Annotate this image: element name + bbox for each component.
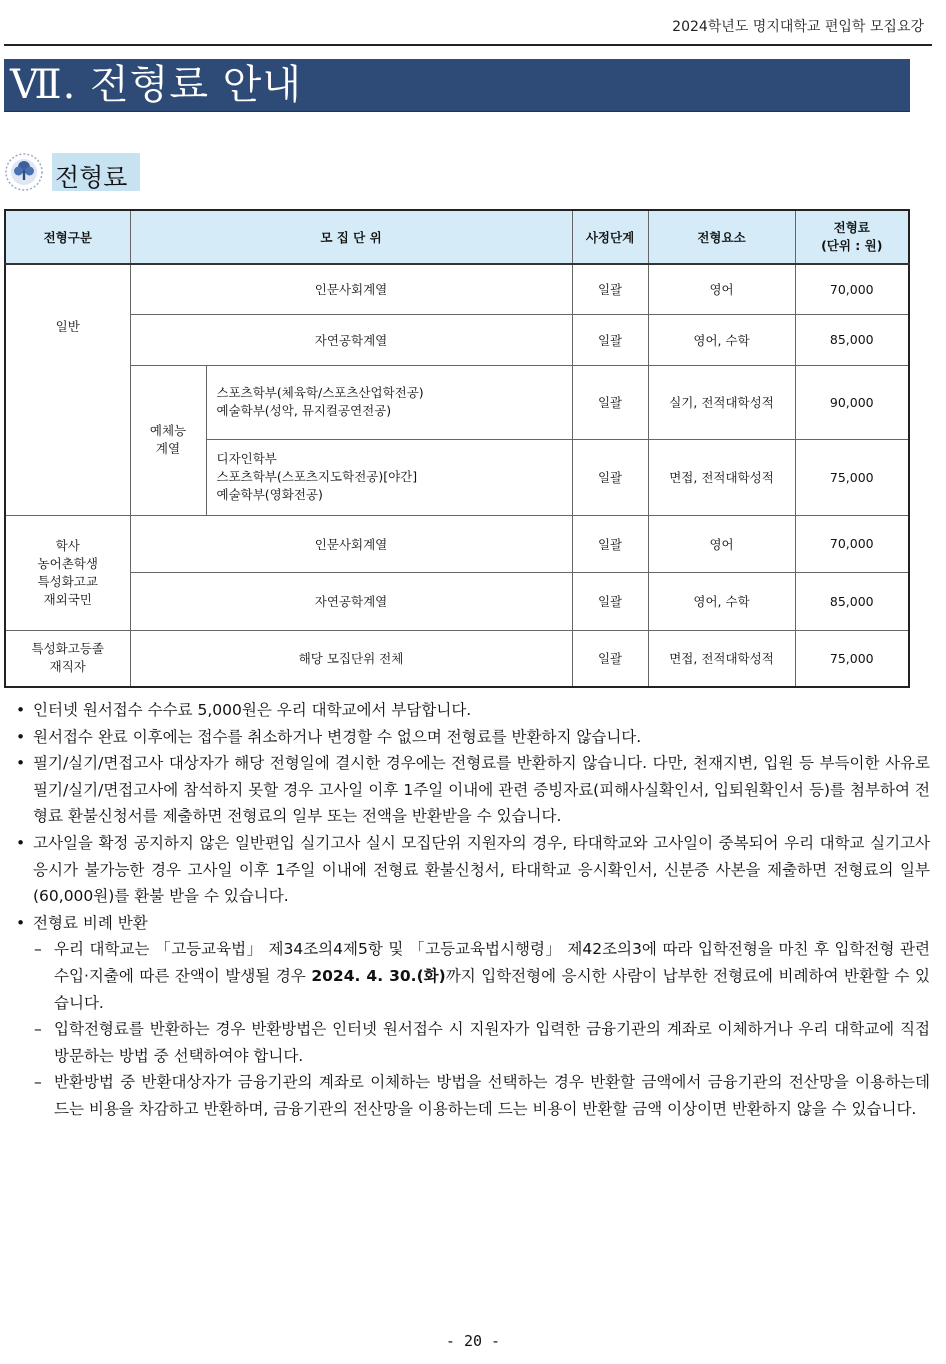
section-heading (52, 153, 140, 191)
elements-cell: 면접, 전적대학성적 (648, 439, 795, 515)
unit-cell: 자연공학계열 (130, 314, 572, 365)
university-emblem-icon (4, 152, 44, 192)
bullet: • (16, 727, 26, 746)
stage-cell: 일괄 (572, 630, 648, 687)
sub-note-item (16, 1016, 930, 1069)
category-cell: 학사 농어촌학생 특성화고교 재외국민 (5, 515, 130, 630)
unit-cell: 인문사회계열 (130, 264, 572, 314)
stage-cell: 일괄 (572, 572, 648, 630)
fee-table (4, 209, 910, 688)
running-header: 2024학년도 명지대학교 편입학 모집요강 (672, 19, 924, 35)
sub-note-item (16, 936, 930, 1016)
note-text: 고사일을 확정 공지하지 않은 일반편입 실기고사 실시 모집단위 지원자의 경우, 타대학교와 고사일이 중복되어 우리 대학교 실기고사 응시가 불가능한 경우 고사일 이후 1주일 이내에 전형료 환불신청서, 타대학교 응시확인서, 신분증 사본을 제출하면 전형료의 일부(60,000원)를 환불 받을 수 있습니다. (33, 833, 930, 906)
unit-cell: 해당 모집단위 전체 (130, 630, 572, 687)
note-text: 전형료 비례 반환 (33, 913, 148, 932)
table-header-row (5, 210, 909, 264)
elements-cell: 면접, 전적대학성적 (648, 630, 795, 687)
unit-cell: 스포츠학부(체육학/스포츠산업학전공) 예술학부(성악, 뮤지컬공연전공) (206, 365, 572, 439)
bullet: • (16, 913, 26, 932)
dash: – (34, 940, 42, 959)
note-item (16, 697, 930, 724)
sub-note-text: 입학전형료를 반환하는 경우 반환방법은 인터넷 원서접수 시 지원자가 입력한 금융기관의 계좌로 이체하거나 우리 대학교에 직접 방문하는 방법 중 선택하여야 합니다. (54, 1020, 930, 1065)
note-text: 필기/실기/면접고사 대상자가 해당 전형일에 결시한 경우에는 전형료를 반환하지 않습니다. 다만, 천재지변, 입원 등 부득이한 사유로 필기/실기/면접고사에 참석하지 못할 경우 고사일 이후 1주일 이내에 관련 증빙자료(피해사실확인서, 입퇴원확인서 등)를 첨부하여 전형료 환불신청서를 제출하면 전형료의 일부 또는 전액을 반환받을 수 있습니다. (33, 754, 930, 826)
bullet: • (16, 701, 26, 719)
chapter-banner (4, 59, 910, 112)
header-elements: 전형요소 (648, 210, 795, 264)
table-row (5, 264, 909, 314)
table-row (5, 365, 909, 439)
category-cell: 특성화고등졸 재직자 (5, 630, 130, 687)
fee-cell: 75,000 (795, 630, 909, 687)
header-rule (4, 44, 932, 46)
fee-cell: 75,000 (795, 439, 909, 515)
note-item (16, 830, 930, 910)
stage-cell: 일괄 (572, 515, 648, 572)
bullet: • (16, 754, 26, 773)
notes-list (16, 697, 930, 1123)
unit-cell: 자연공학계열 (130, 572, 572, 630)
elements-cell: 영어 (648, 515, 795, 572)
header-unit: 모 집 단 위 (130, 210, 572, 264)
elements-cell: 영어 (648, 264, 795, 314)
table-row (5, 572, 909, 630)
stage-cell: 일괄 (572, 314, 648, 365)
fee-cell: 70,000 (795, 264, 909, 314)
sub-note-text: 우리 대학교는 「고등교육법」 제34조의4제5항 및 「고등교육법시행령」 제42조의3에 따라 입학전형을 마친 후 입학전형 관련 수입·지출에 따른 잔액이 발생될 경우 (54, 940, 930, 985)
subcategory-cell: 예체능 계열 (130, 365, 206, 515)
note-item (16, 750, 930, 830)
header-stage: 사정단계 (572, 210, 648, 264)
note-item (16, 724, 930, 751)
elements-cell: 영어, 수학 (648, 314, 795, 365)
stage-cell: 일괄 (572, 439, 648, 515)
dash: – (34, 1073, 42, 1092)
note-item (16, 910, 930, 937)
category-cell: 일반 (5, 264, 130, 515)
elements-cell: 실기, 전적대학성적 (648, 365, 795, 439)
section-title: 전형료 (55, 163, 128, 192)
fee-cell: 70,000 (795, 515, 909, 572)
page-number: - 20 - (445, 1332, 501, 1350)
sub-note-text: 반환방법 중 반환대상자가 금융기관의 계좌로 이체하는 방법을 선택하는 경우 반환할 금액에서 금융기관의 전산망을 이용하는데 드는 비용을 차감하고 반환하며, 금융기관의 전산망을 이용하는데 드는 비용이 반환할 금액 이상이면 반환하지 않을 수 있습니다. (54, 1073, 930, 1118)
stage-cell: 일괄 (572, 365, 648, 439)
header-fee: 전형료 (단위 : 원) (795, 210, 909, 264)
table-row (5, 515, 909, 572)
refund-deadline: 2024. 4. 30.(화) (311, 966, 446, 985)
unit-cell: 인문사회계열 (130, 515, 572, 572)
elements-cell: 영어, 수학 (648, 572, 795, 630)
fee-cell: 85,000 (795, 314, 909, 365)
header-category: 전형구분 (5, 210, 130, 264)
table-row (5, 630, 909, 687)
table-row (5, 314, 909, 365)
bullet: • (16, 833, 26, 852)
fee-cell: 90,000 (795, 365, 909, 439)
sub-note-item (16, 1069, 930, 1122)
sub-note-text: 까지 입학전형에 응시한 사람이 납부한 전형료에 비례하여 반환할 수 있습니다. (54, 966, 931, 1012)
chapter-title: Ⅶ. 전형료 안내 (10, 62, 302, 108)
fee-cell: 85,000 (795, 572, 909, 630)
note-text: 원서접수 완료 이후에는 접수를 취소하거나 변경할 수 없으며 전형료를 반환하지 않습니다. (33, 727, 642, 746)
unit-cell: 디자인학부 스포츠학부(스포츠지도학전공)[야간] 예술학부(영화전공) (206, 439, 572, 515)
dash: – (34, 1020, 42, 1039)
note-text: 인터넷 원서접수 수수료 5,000원은 우리 대학교에서 부담합니다. (33, 701, 472, 719)
stage-cell: 일괄 (572, 264, 648, 314)
